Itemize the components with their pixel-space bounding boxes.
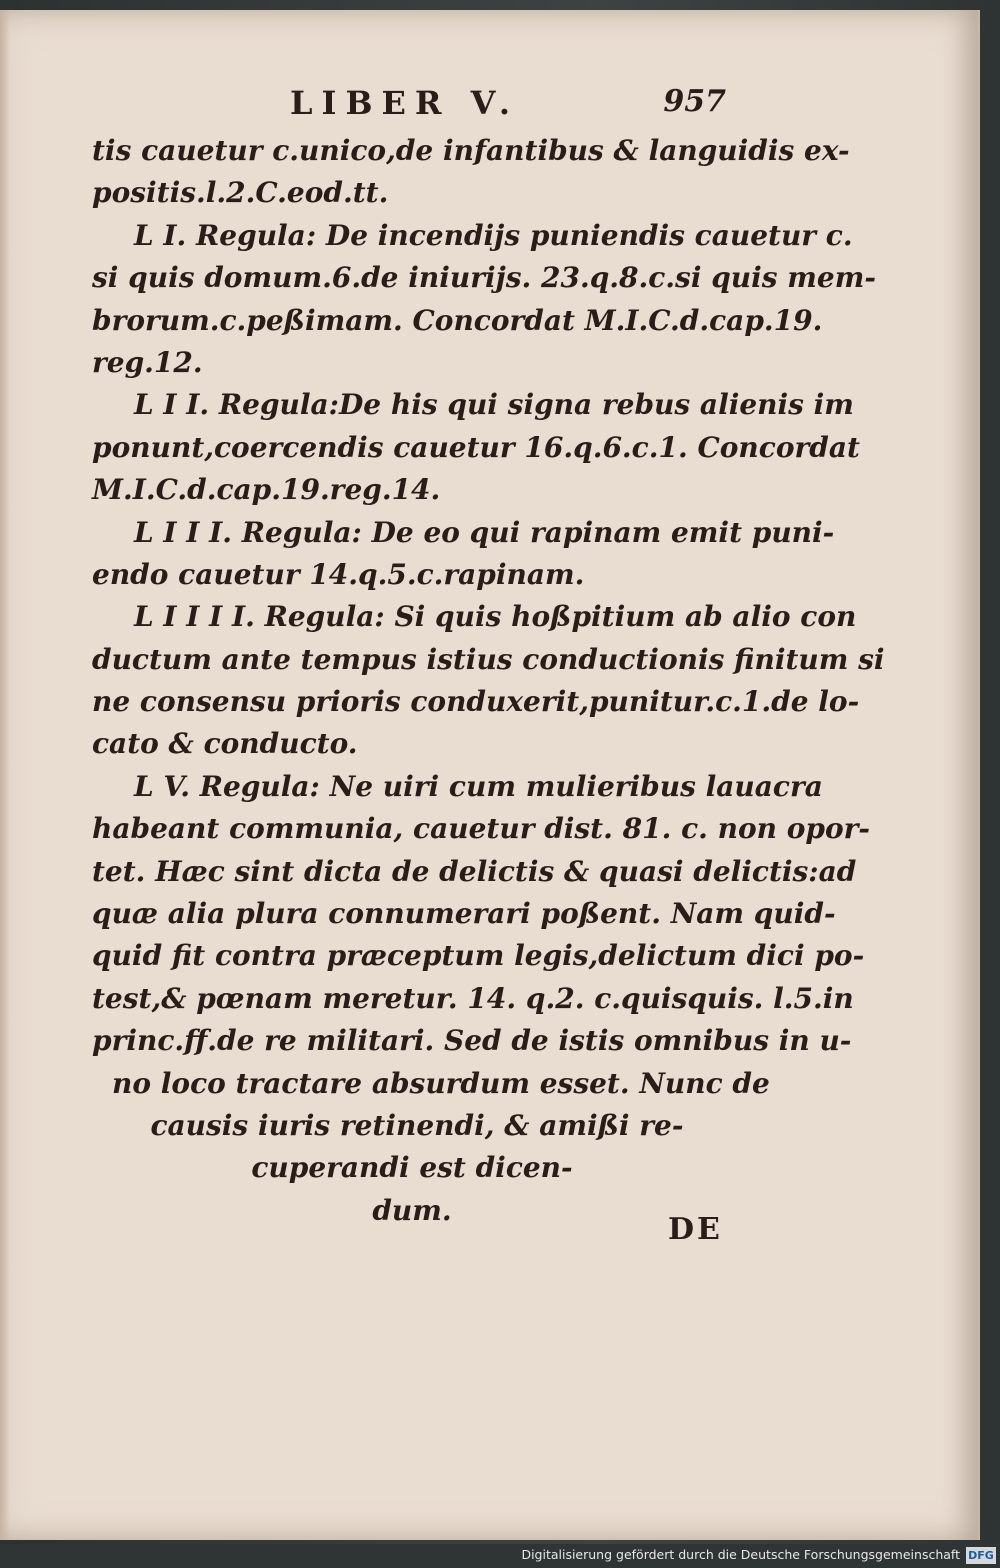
text-line: no loco tractare absurdum esset. Nunc de: [112, 1066, 770, 1100]
text-line: causis iuris retinendi, & amißi re-: [150, 1108, 684, 1142]
text-line: tet. Hæc sint dicta de delictis & quasi delictis:ad: [92, 854, 857, 888]
catchword: DE: [668, 1212, 723, 1247]
running-head: LIBER V.: [290, 84, 520, 122]
text-line: reg.12.: [92, 345, 203, 379]
text-line: ponunt,coercendis cauetur 16.q.6.c.1. Concordat: [92, 430, 860, 464]
text-line: cuperandi est dicen-: [251, 1151, 573, 1185]
page-header: [90, 78, 730, 128]
page-gutter-shadow: [0, 10, 10, 1540]
dfg-logo: DFG: [966, 1547, 996, 1564]
text-line: si quis domum.6.de iniurijs. 23.q.8.c.si quis mem-: [92, 261, 876, 295]
text-line: L I I I I. Regula: Si quis hoßpitium ab alio con: [134, 600, 857, 634]
text-line: quæ alia plura connumerari poßent. Nam quid-: [92, 897, 836, 931]
text-line: L I I. Regula:De his qui signa rebus alienis im: [134, 388, 854, 422]
text-line: princ.ff.de re militari. Sed de istis omnibus in u-: [92, 1024, 852, 1058]
text-line: habeant communia, cauetur dist. 81. c. non opor-: [92, 812, 871, 846]
text-line: L I I I. Regula: De eo qui rapinam emit puni-: [134, 515, 835, 549]
body-text: [92, 130, 885, 1232]
text-line: brorum.c.peßimam. Concordat M.I.C.d.cap.19.: [92, 303, 823, 337]
text-line: endo cauetur 14.q.5.c.rapinam.: [92, 557, 585, 591]
text-line: cato & conducto.: [92, 727, 358, 761]
funding-credit: Digitalisierung gefördert durch die Deutsche Forschungsgemeinschaft: [521, 1547, 960, 1562]
page-number: 957: [663, 84, 726, 119]
text-line: quid fit contra præceptum legis,delictum dici po-: [92, 939, 865, 973]
text-line: ductum ante tempus istius conductionis finitum si: [92, 642, 885, 676]
text-line: ne consensu prioris conduxerit,punitur.c.1.de lo-: [92, 685, 860, 719]
digitization-footer: [0, 1544, 1000, 1568]
text-line: L V. Regula: Ne uiri cum mulieribus lauacra: [134, 769, 823, 803]
text-line: test,& pœnam meretur. 14. q.2. c.quisquis. l.5.in: [92, 981, 854, 1015]
text-line: M.I.C.d.cap.19.reg.14.: [92, 473, 441, 507]
text-line: dum.: [372, 1193, 452, 1227]
text-line: L I. Regula: De incendijs puniendis cauetur c.: [134, 218, 853, 252]
text-line: positis.l.2.C.eod.tt.: [92, 176, 389, 210]
text-line: tis cauetur c.unico,de infantibus & languidis ex-: [92, 134, 850, 167]
